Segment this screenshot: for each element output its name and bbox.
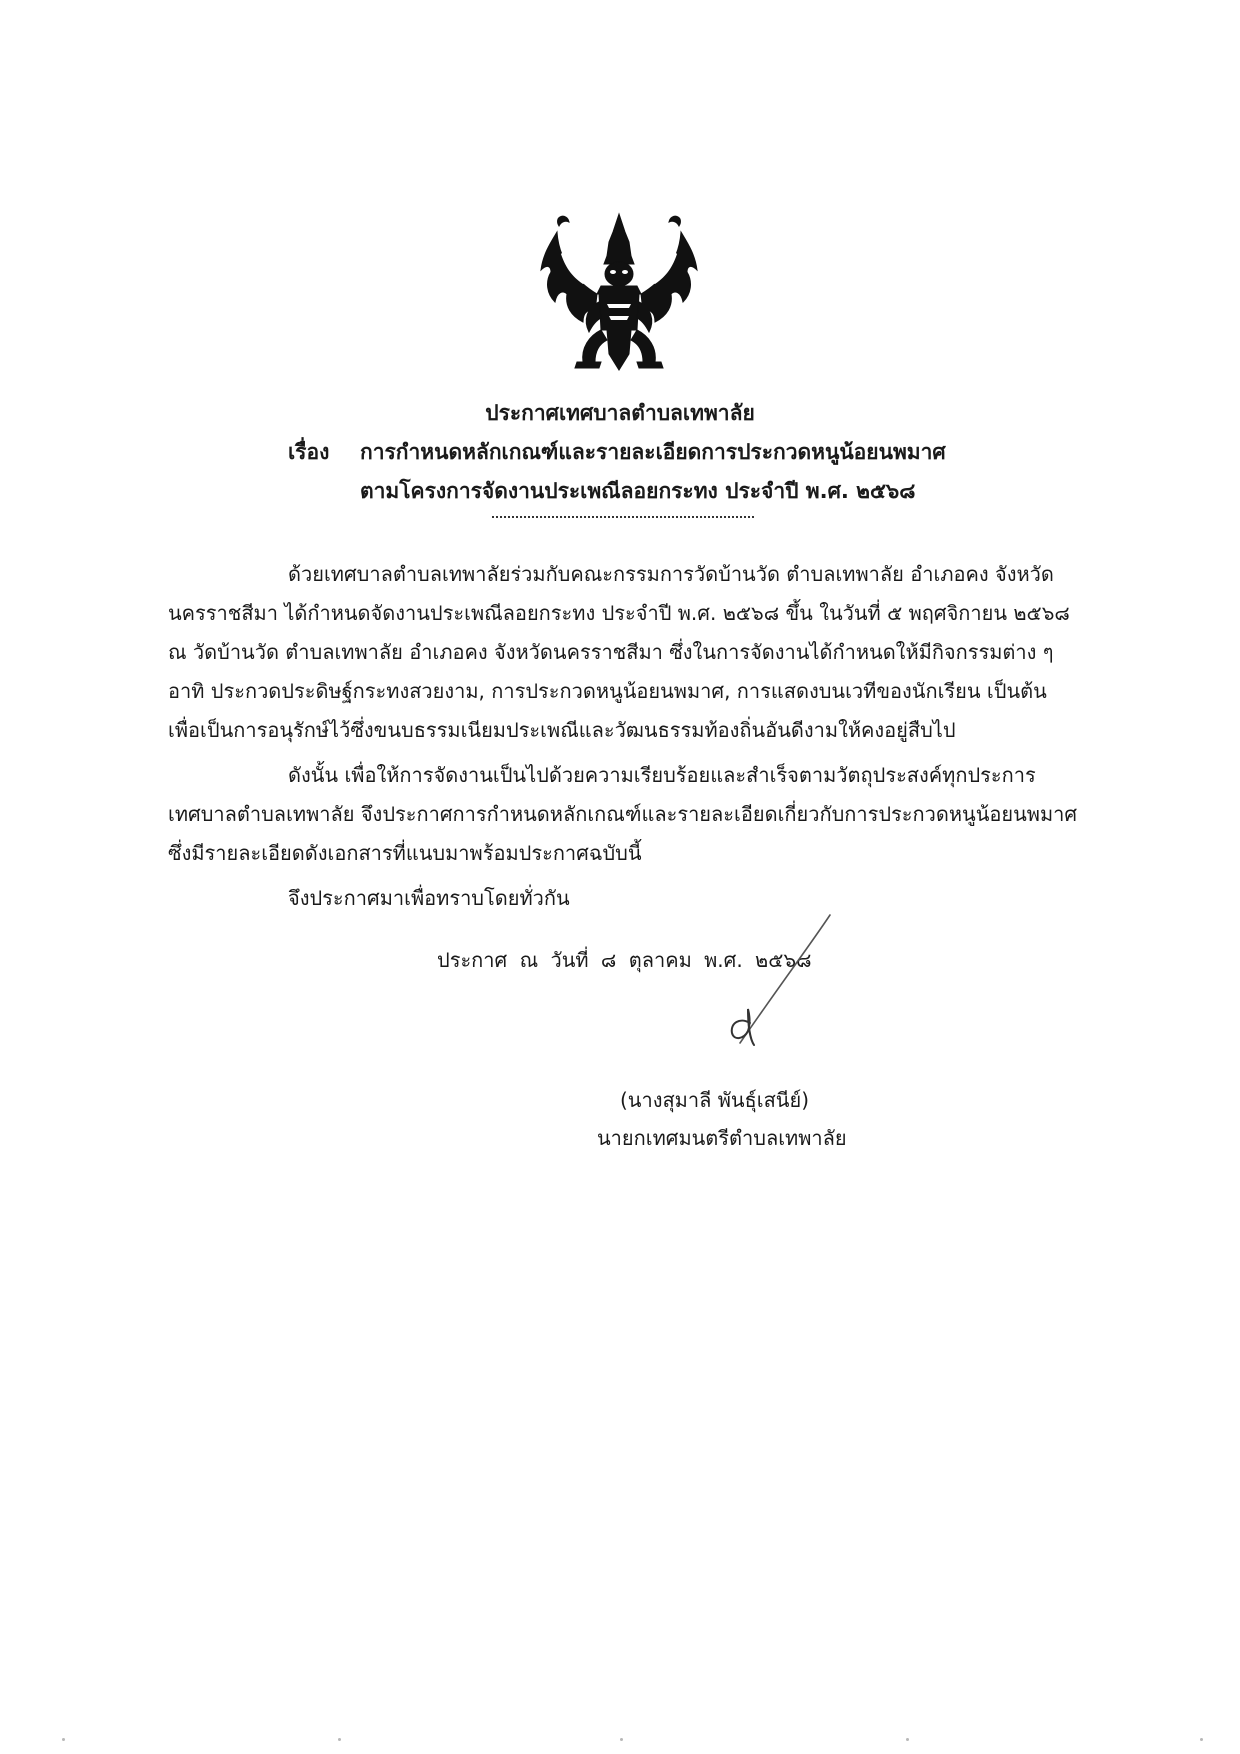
garuda-emblem-icon [537, 212, 702, 377]
signer-name: (นางสุมาลี พันธุ์เสนีย์) [620, 1088, 810, 1112]
subject-line-1: การกำหนดหลักเกณฑ์และรายละเอียดการประกวดหนูน้อยนพมาศ [360, 440, 946, 464]
scan-artifact [62, 1738, 65, 1741]
paragraph-2-line: ดังนั้น เพื่อให้การจัดงานเป็นไปด้วยความเรียบร้อยและสำเร็จตามวัตถุประสงค์ทุกประการ [288, 763, 1036, 787]
scan-artifact [620, 1738, 623, 1741]
subject-label: เรื่อง [288, 440, 330, 464]
paragraph-2-line: เทศบาลตำบลเทพาลัย จึงประกาศการกำหนดหลักเกณฑ์และรายละเอียดเกี่ยวกับการประกวดหนูน้อยนพมาศ [168, 802, 1078, 826]
subject-line-2: ตามโครงการจัดงานประเพณีลอยกระทง ประจำปี พ.ศ. ๒๕๖๘ [360, 479, 916, 503]
paragraph-1-line: นครราชสีมา ได้กำหนดจัดงานประเพณีลอยกระทง ประจำปี พ.ศ. ๒๕๖๘ ขึ้น ในวันที่ ๕ พฤศจิกายน ๒๕๖๘ [168, 601, 1070, 625]
handwritten-signature [680, 905, 840, 1055]
signer-position: นายกเทศมนตรีตำบลเทพาลัย [597, 1126, 847, 1150]
closing-statement: จึงประกาศมาเพื่อทราบโดยทั่วกัน [288, 886, 570, 910]
scan-artifact [338, 1738, 341, 1741]
paragraph-2 [168, 756, 1106, 873]
paragraph-1-line: ด้วยเทศบาลตำบลเทพาลัยร่วมกับคณะกรรมการวัดบ้านวัด ตำบลเทพาลัย อำเภอคง จังหวัด [288, 562, 1054, 586]
paragraph-1-line: อาทิ ประกวดประดิษฐ์กระทงสวยงาม, การประกวดหนูน้อยนพมาศ, การแสดงบนเวทีของนักเรียน เป็นต้น [168, 679, 1047, 703]
dotted-divider [492, 516, 754, 518]
document-title: ประกาศเทศบาลตำบลเทพาลัย [485, 401, 755, 425]
scan-artifact [1200, 1738, 1203, 1741]
scan-artifact [906, 1738, 909, 1741]
paragraph-1 [168, 555, 1106, 750]
paragraph-1-line: ณ วัดบ้านวัด ตำบลเทพาลัย อำเภอคง จังหวัดนครราชสีมา ซึ่งในการจัดงานได้กำหนดให้มีกิจกรรมต่าง ๆ [168, 640, 1054, 664]
paragraph-1-line: เพื่อเป็นการอนุรักษ์ไว้ซึ่งขนบธรรมเนียมประเพณีและวัฒนธรรมท้องถิ่นอันดีงามให้คงอยู่สืบไป [168, 718, 956, 742]
subject-row [288, 437, 1008, 467]
paragraph-2-line: ซึ่งมีรายละเอียดดังเอกสารที่แนบมาพร้อมประกาศฉบับนี้ [168, 841, 642, 865]
announcement-date: ประกาศ ณ วันที่ ๘ ตุลาคม พ.ศ. ๒๕๖๘ [437, 948, 812, 972]
